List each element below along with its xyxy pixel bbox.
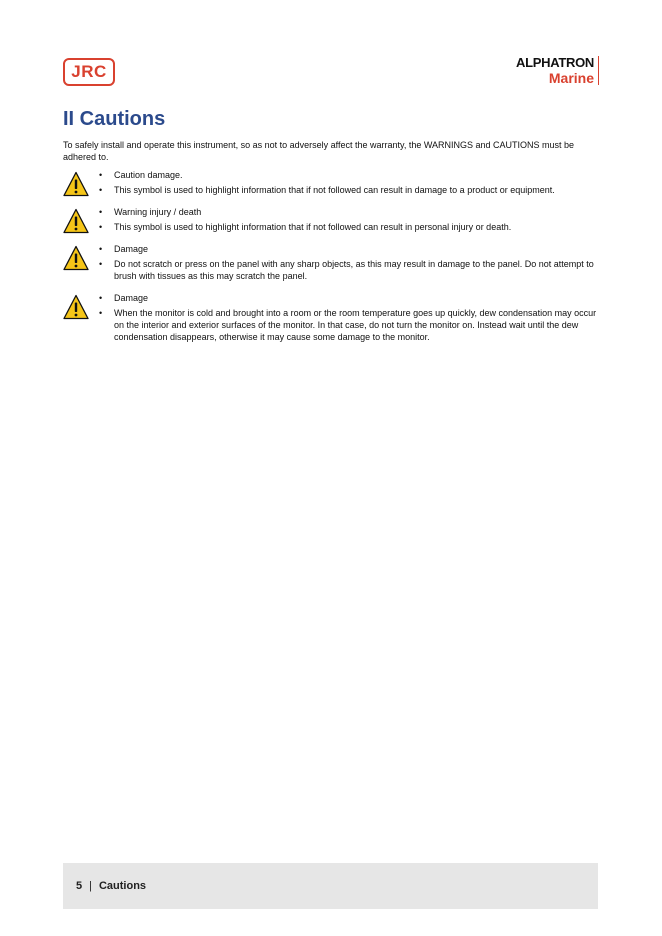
caution-block: [63, 169, 599, 199]
caution-item: • Damage: [97, 243, 599, 255]
caution-block: [63, 206, 599, 236]
caution-item: • Warning injury / death: [97, 206, 599, 218]
caution-item: • Do not scratch or press on the panel with any sharp objects, as this may result in damage to the panel. Do not attempt to brush with tissues as this may scratch the panel.: [97, 258, 599, 282]
alphatron-marine-logo: [516, 56, 599, 85]
alphatron-logo-brand: ALPHATRON: [516, 55, 594, 70]
jrc-logo: [63, 58, 115, 86]
caution-items: [97, 169, 599, 199]
footer-separator: |: [89, 880, 92, 892]
caution-block: [63, 292, 599, 346]
warning-triangle-icon: [63, 245, 89, 271]
caution-block: [63, 243, 599, 285]
footer-section-title: Cautions: [98, 880, 147, 892]
intro-paragraph: To safely install and operate this instrument, so as not to adversely affect the warranty, the WARNINGS and CAUTIONS must be adhered to.: [63, 140, 575, 162]
caution-items: [97, 292, 599, 346]
caution-item: • Damage: [97, 292, 599, 304]
jrc-logo-text: JRC: [71, 62, 107, 81]
caution-item: • Caution damage.: [97, 169, 599, 181]
warning-triangle-icon: [63, 171, 89, 197]
caution-items: [97, 206, 599, 236]
warning-triangle-icon: [63, 208, 89, 234]
alphatron-logo-sub: Marine: [548, 70, 594, 86]
page-title: II Cautions: [63, 108, 166, 130]
page-footer: [63, 863, 598, 909]
caution-item: • This symbol is used to highlight information that if not followed can result in personal injury or death.: [97, 221, 599, 233]
page-number: 5: [76, 880, 83, 892]
caution-item: • This symbol is used to highlight information that if not followed can result in damage to a product or equipment.: [97, 184, 599, 196]
warning-triangle-icon: [63, 294, 89, 320]
caution-item: • When the monitor is cold and brought into a room or the room temperature goes up quickly, dew condensation may occur on the interior and exterior surfaces of the monitor. In that case, do not turn the monitor on. Instead wait until the dew condensation disappears, otherwise it may cause some damage to the monitor.: [97, 307, 599, 343]
cautions-list: [63, 169, 599, 353]
caution-items: [97, 243, 599, 285]
